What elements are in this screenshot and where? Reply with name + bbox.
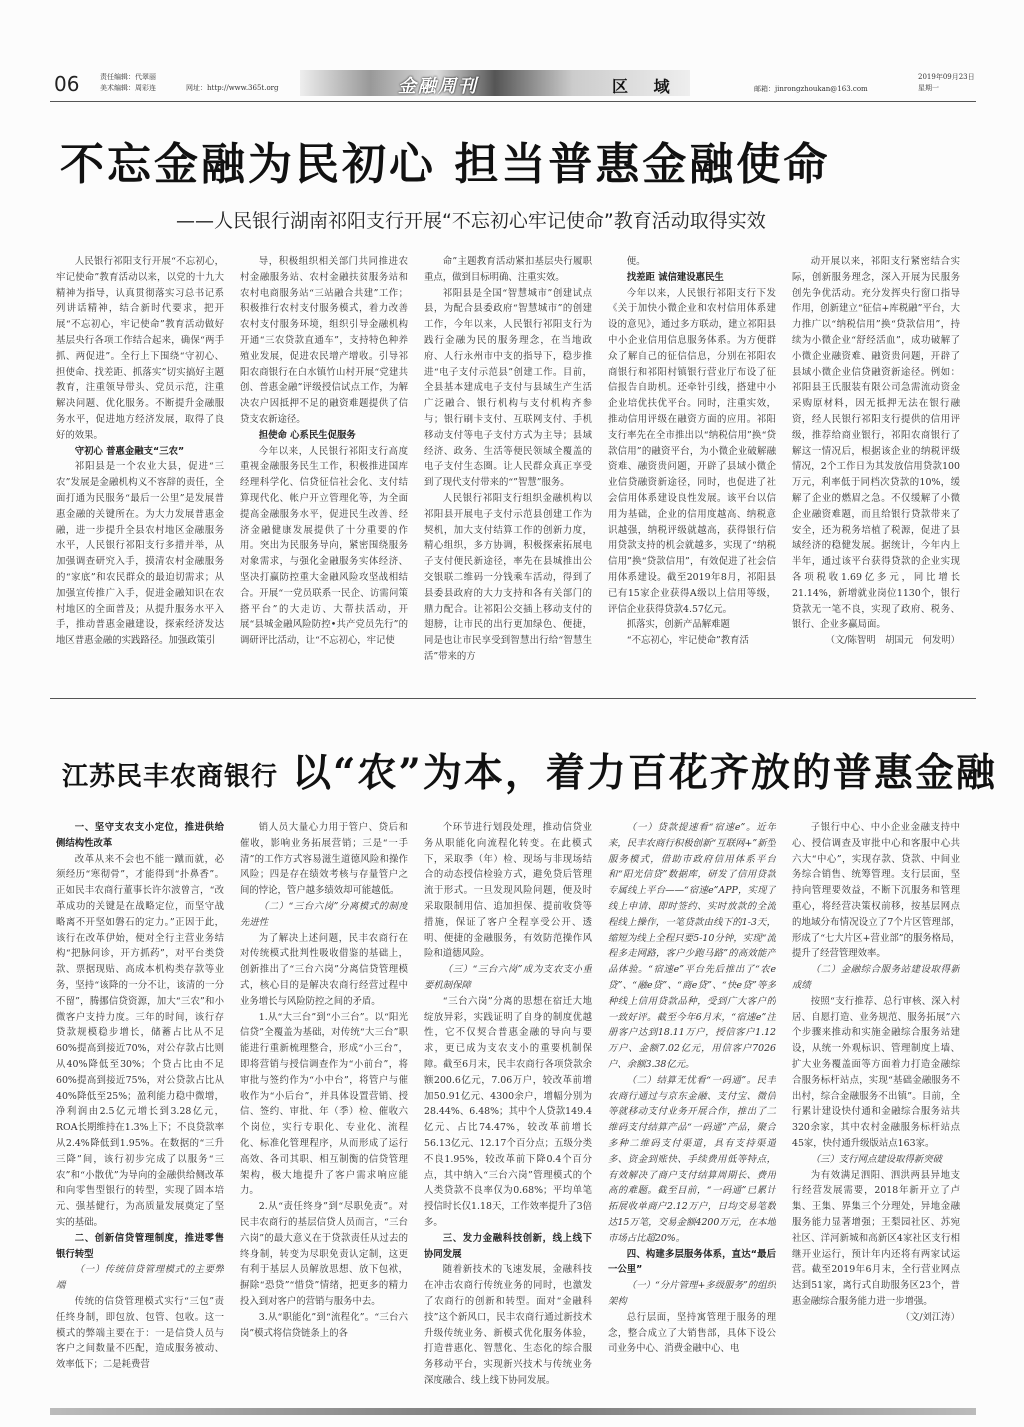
- article2-column: [792, 820, 960, 1390]
- paragraph: 今年以来，人民银行祁阳支行下发《关于加快小微企业和农村信用体系建设的意见》，通过多方联动，建立祁阳县中小企业信用信息服务体系。为方便群众了解自己的征信信息，分别在祁阳农商银行和祁阳村镇银行营业厅布设了征信报告自助机。还牵针引线，搭建中小企业培优扶优平台。同时，注重实效，推动信用评级在融资方面的应用。祁阳支行率先在全市推出以“纳税信用”换“贷款信用”的融资平台，为小微企业破解融资难、融资贵问题，开辟了县域小微企业信贷融资新途径，同时，也促进了社会信用体系建设良性发展。该平台以信用为基础，企业的信用度越高、纳税意识越强，纳税评级就越高，获得银行信用贷款支持的机会就越多，实现了“纳税信用”换“贷款信用”，有效促进了社会信用体系建设。截至2019年8月，祁阳县已有15家企业获得A级以上信用等级，评信企业获得贷款4.57亿元。: [608, 287, 776, 615]
- paragraph: 销人员大量心力用于管户、贷后和催收，影响业务拓展营销；三是“一手清”的工作方式容易滋生道德风险和操作风险；四是存在绩效考核与存量管户之间的悖论，管户越多绩效却可能越低。: [240, 822, 408, 897]
- paragraph: 个环节进行划段处理，推动信贷业务从职能化向流程化转变。在此模式下，采取季（年）检、现场与非现场结合的动态授信检验方式，避免贷后管理流于形式。一旦发现风险问题，便及时采取限制用信、追加担保、提前收贷等措施，保证了客户全程享受公开、透明、便捷的金融服务，有效防范操作风险和道德风险。: [424, 822, 592, 960]
- section-heading: 四、构建多层服务体系，直达“最后一公里”: [608, 1248, 776, 1276]
- section-heading: （三）支行网点建设取得新突破: [810, 1153, 943, 1165]
- paragraph: 人民银行祁阳支行组织金融机构以祁阳县开展电子支付示范县创建工作为契机，加大支付结算工作的创新力度，精心组织，多方协调，积极探索拓展电子支付便民新途径，率先在县城推出公交银联二维码一分钱乘车活动，得到了县委县政府的大力支持和各有关部门的鼎力配合。让祁阳公交插上移动支付的翅膀，让市民的出行更加绿色、便捷，同是也让市民享受到智慧出行给“智慧生活”带来的方: [424, 492, 592, 662]
- bottom-decoration-bar: [50, 1408, 976, 1415]
- editor-name: 责任编辑：代翠丽: [100, 73, 156, 81]
- website-link[interactable]: 网址：http://www.365t.org: [186, 84, 279, 92]
- section-heading: 找差距 诚信建设惠民生: [626, 271, 724, 283]
- publication-name: 金融周刊: [398, 76, 478, 97]
- paragraph: 人民银行祁阳支行开展“不忘初心，牢记使命”教育活动以来，以党的十九大精神为指导，认真贯彻落实习总书记系列讲话精神，结合新时代要求，把开展“不忘初心，牢记使命”教育活动做好基层央行各项工作结合起来，确保“两手抓、两促进”。全行上下围绕“守初心、担使命、找差距、抓落实”切实搞好主题教育，注重领导带头、党员示范，注重解决问题、优化服务。不断提升金融服务水平，促进地方经济发展，取得了良好的效果。: [56, 256, 224, 441]
- section-heading: 守初心 普惠金融支“三农”: [74, 445, 185, 457]
- paragraph: 祁阳县是全国“智慧城市”创建试点县，为配合县委政府“智慧城市”的创建工作，今年以来，人民银行祁阳支行为践行金融为民的服务理念，在当地政府、人行永州市中支的指导下，稳步推进“电子支付示范县”创建工作。目前，全县基本建成电子支付与县域生产生活广泛融合、银行机构与支付机构齐参与；银行刷卡支付、互联网支付、手机移动支付等电子支付方式为主导；县域经济、政务、生活等便民领域全覆盖的电子支付生态圈。让人民群众真正享受到了现代支付带来的“”智慧”服务。: [424, 287, 592, 489]
- paragraph: 为了解决上述问题，民丰农商行在对传统模式批判性吸收借鉴的基础上，创新推出了“三台六岗”分离信贷管理模式，核心目的是解决农商行经营过程中业务增长与风险防控之间的矛盾。: [240, 932, 408, 1007]
- page-number: 06: [54, 72, 80, 96]
- header-rule: [50, 101, 976, 102]
- paragraph: 3.从“职能化”到“流程化”。“三台六岗”模式将信贷链条上的各: [240, 1311, 408, 1339]
- paragraph: 为有效满足泗阳、泗洪两县异地支行经营发展需要，2018年新开立了卢集、王集、界集三个分理处，异地金融服务能力显著增强；王梨园社区、苏宛社区、洋河新城和高新区4家社区支行相继开业运行，预计年内还将有两家试运营。截至2019年6月末，全行营业网点达到51家，离行式自助服务区23个，普惠金融综合服务能力进一步增强。: [792, 1169, 960, 1307]
- paragraph: “不忘初心，牢记使命”教育活: [626, 635, 749, 647]
- section-heading: 担使命 心系民生促服务: [258, 429, 356, 441]
- article2-column: [240, 820, 408, 1390]
- paragraph: 导，积极组织相关部门共同推进农村金融服务站、农村金融扶贫服务站和农村电商服务站“三站融合共建”工作；积极推行农村支付服务模式，着力改善农村支付服务环境，组织引导金融机构开通“三农贷款直通车”，支持特色种养殖业发展，促进农民增产增收。引导祁阳农商银行在白水镇竹山村开展“党建共创、普惠金融”评级授信试点工作，为解决农户因抵押不足的融资难题提供了信贷支农新途径。: [240, 256, 408, 425]
- article2-column: [424, 820, 592, 1390]
- paragraph: 改革从来不会也不能一蹴而就，必须经历“寒彻骨”，才能得到“扑鼻香”。正如民丰农商行董事长许尔波曾言，“改革成功的关键是在战略定位，而坚守战略离不开坚如磐石的定力。”正因于此，该行在改革伊始，便对全行主营业务结构“把脉问诊，开方抓药”，对平台类贷款、票据现贴、高成本机构类存款等业务，坚持“该降的一分不让，该清的一分不留”，腾挪信贷资源，加大“三农”和小微客户支持力度。三年的时间，该行存贷款规模稳步增长，储蓄占比从不足60%提高到接近70%，对公存款占比则从40%降低至30%；个贷占比由不足60%提高到接近75%，对公贷款占比从40%降低至25%；盈利能力稳中微增，净利润由2.5亿元增长到3.28亿元，ROA长期维持在1.3%上下；不良贷款率从2.4%降低到1.95%。在数据的“三升三降”间，该行初步完成了以服务“三农”和“小散优”为导向的金融供给侧改革和向零售型银行的转型，实现了固本培元、强基健行，为高质量发展奠定了坚实的基础。: [56, 853, 224, 1228]
- article-divider: [50, 698, 976, 699]
- paragraph: 动开展以来，祁阳支行紧密结合实际，创新服务理念，深入开展为民服务创先争优活动。充分发挥央行窗口指导作用，创新建立“征信+库税融”平台，大力推广以“纳税信用”换“贷款信用”，持续为小微企业“舒经活血”，成功破解了小微企业融资难、融资贵问题，开辟了县域小微企业信贷融资新途径。例如：祁阳县王氏服装有限公司急需流动资金采购原材料，因无抵押无法在银行融资，经人民银行祁阳支行提供的信用评级，推荐给商业银行，祁阳农商银行了解这一情况后，根据该企业的纳税评级情况，2个工作日为其发放信用贷款100万元，利率低于同档次贷款的10%，缓解了企业的燃眉之急。不仅缓解了小微企业融资难题，而且给银行贷款带来了安全，还为税务培植了税源，促进了县域经济的稳健发展。据统计，今年内上半年，通过该平台获得贷款的企业实现各项税收1.69亿多元，同比增长21.14%，新增就业岗位1130个，银行贷款无一笔不良，实现了政府、税务、银行、企业多赢局面。: [792, 256, 960, 631]
- email-link[interactable]: 邮箱：jinrongzhoukan@163.com: [754, 85, 868, 93]
- section-name: 区 域: [612, 77, 680, 96]
- section-heading: （一）传统信贷管理模式的主要弊端: [56, 1264, 224, 1292]
- article1-column: [792, 254, 960, 688]
- editor-credits: [100, 72, 156, 94]
- byline: （文/刘江涛）: [900, 1311, 960, 1323]
- article1-column: [608, 254, 776, 688]
- paragraph: 子银行中心、中小企业金融支持中心、授信调查及审批中心和客服中心共六大“中心”，实现存款、贷款、中间业务综合销售、统筹管理。支行层面，坚持向管理要效益，不断下沉服务和管理重心，将经营决策权前移，按基层网点的地域分布情况设立了7个片区管理部，形成了“七大片区+营业部”的服务格局，提升了经营管理效率。: [792, 822, 960, 960]
- section-heading: 三、发力金融科技创新，线上线下协同发展: [424, 1232, 592, 1260]
- article1-body: [56, 254, 960, 688]
- issue-date: 2019年09月23日: [918, 73, 975, 81]
- issue-weekday: 星期一: [918, 84, 939, 92]
- section-heading: （二）“三台六岗”分离模式的制度先进性: [240, 900, 408, 928]
- article2-body: [56, 820, 960, 1390]
- article1-subheadline: ——人民银行湖南祁阳支行开展“不忘初心牢记使命”教育活动取得实效: [176, 210, 766, 232]
- paragraph: 传统的信贷管理模式实行“三包”责任终身制，即包放、包管、包收。这一模式的弊端主要在于：一是信贷人员与客户之间数量不匹配，造成服务被动、效率低下；二是耗费营: [56, 1295, 224, 1371]
- section-heading: （一）“分片管理+多级服务”的组织架构: [608, 1280, 776, 1307]
- section-heading: （一）贷款提速看“宿速e”。近年来，民丰农商行积极创新“互联网+”新型服务模式，借助市政府信用体系平台和“阳光信贷”数据库，研发了信用贷款专属线上平台——“宿速e”APP，实现了线上申请、即时签约、实时放款的全流程线上操作，一笔贷款由线下的1-3天，缩短为线上全程只要5-10分钟，实现“流程多走网路，客户少跑马路”的高效能产品体验。“宿速e”平台先后推出了“农e贷”、“融e贷”、“商e贷”、“快e贷”等多种线上信用贷款品种，受到广大客户的一致好评。截至今年6月末，“宿速e”注册客户达到18.11万户，授信客户1.12万户、金额7.02亿元，用信客户7026户、余额3.38亿元。: [608, 822, 776, 1070]
- paragraph: 随着新技术的飞速发展，金融科技在冲击农商行传统业务的同时，也激发了农商行的创新和转型。面对“金融科技”这个新风口，民丰农商行通过新技术升级传统业务、新模式优化服务体验，打造普惠化、智慧化、生态化的综合服务移动平台，实现新兴技术与传统业务深度融合、线上线下协同发展。: [424, 1264, 592, 1386]
- paragraph: 按照“支行推荐、总行审核、深入村居、自愿打造、业务规范、服务拓展”六个步骤来推动和实施金融综合服务站建设，从统一外观标识、管理制度上墙、扩大业务覆盖面等方面着力打造金融综合服务标杆站点，实现“基础金融服务不出村，综合金融服务不出镇”。目前，全行累计建设快付通和金融综合服务站共320余家，其中农村金融服务标杆站点45家，快付通升级版站点163家。: [792, 995, 960, 1149]
- section-heading: 一、坚守支农支小定位，推进供给侧结构性改革: [56, 822, 224, 849]
- issue-date-block: [918, 72, 975, 94]
- article1-column: [240, 254, 408, 688]
- section-heading: （三）“三台六岗”成为支农支小重要机制保障: [424, 964, 592, 991]
- article2-column: [608, 820, 776, 1390]
- page-header: [50, 70, 976, 100]
- paragraph: 祁阳县是一个农业大县，促进“三农”发展是金融机构义不容辞的责任，全面打通为民服务“最后一公里”是发展普惠金融的关键所在。为大力发展普惠金融，进一步提升全县农村地区金融服务水平，人民银行祁阳支行多措并举，从加强调查研究入手，摸清农村金融服务的“家底”和农民群众的最迫切需求；从加强宣传推广入手，促进金融知识在农村地区的全面普及；从提升服务水平入手，推动普惠金融建设，探索经济发达地区普惠金融的实践路径。加强政策引: [56, 461, 224, 647]
- section-banner: [300, 70, 690, 96]
- article1-column: [424, 254, 592, 688]
- article1-headline: 不忘金融为民初心 担当普惠金融使命: [60, 139, 831, 190]
- paragraph: 便。: [626, 256, 646, 267]
- article2-bank-name: 江苏民丰农商银行: [62, 762, 279, 792]
- article1-column: [56, 254, 224, 688]
- art-editor-name: 美术编辑：周彩连: [100, 84, 156, 92]
- section-heading: （二）结算无忧看“一码通”。民丰农商行通过与京东金融、支付宝、微信等就移动支付业务开展合作，推出了二维码支付结算产品“一码通”产品，聚合多种二维码支付渠道，具有支持渠道多、资金到账快、手续费用低等特点，有效解决了商户支付结算周期长、费用高的难题。截至目前，“一码通”已累计拓展收单商户2.12万户，日均交易笔数达15万笔，交易金额4200万元，在本地市场占比超20%。: [608, 1074, 776, 1244]
- paragraph: “三台六岗”分离的思想在宿迁大地绽放异彩，实践证明了自身的制度优越性，它不仅契合普惠金融的导向与要求，更已成为支农支小的重要机制保障。截至6月末，民丰农商行各项贷款余额200.6亿元，7.06万户，较改革前增加50.91亿元、4300余户，增幅分别为28.44%、6.48%；其中个人贷款149.4亿元、占比74.47%，较改革前增长56.13亿元、12.17个百分点；五级分类不良1.95%，较改革前下降0.4个百分点，其中纳入“三台六岗”管理模式的个人类贷款不良率仅为0.68%；平均单笔授信时长仅1.18天，工作效率提升了3倍多。: [424, 995, 592, 1228]
- paragraph: 2.从“责任终身”到“尽职免责”。对民丰农商行的基层信贷人员而言，“三台六岗”的最大意义在于贷款责任从过去的终身制，转变为尽职免责认定制，这更有利于基层人员解放思想、放下包袱，摒除“恐贷”“惜贷”情绪，把更多的精力投入到对客户的营销与服务中去。: [240, 1201, 408, 1307]
- section-heading: （二）金融综合服务站建设取得新成绩: [792, 964, 960, 991]
- paragraph: 今年以来，人民银行祁阳支行高度重视金融服务民生工作，积极推进国库经理科学化、信贷征信社会化、支付结算现代化、帐户开立管理化等，为全面提高金融服务水平，促进民生改善、经济金融健康发展提供了十分重要的作用。突出为民服务导向，紧密围绕服务对象需求，与强化金融服务实体经济、坚决打赢防控重大金融风险攻坚战相结合。开展“一党员联系一民企、访需问策搭平台”的大走访、大帮扶活动，开展“县城金融风险防控•共产党员先行”的调研评比活动，让“不忘初心，牢记使: [240, 445, 408, 647]
- byline: （文/陈智明 胡国元 何发明）: [825, 635, 960, 647]
- section-heading: 二、创新信贷管理制度，推进零售银行转型: [56, 1232, 224, 1260]
- article2-column: [56, 820, 224, 1390]
- paragraph: 命”主题教育活动紧扣基层央行履职重点，做到目标明确、注重实效。: [424, 256, 592, 283]
- article2-headline: 以“农”为本，着力百花齐放的普惠金融: [292, 750, 997, 796]
- paragraph: 总行层面，坚持寓管理于服务的理念，整合成立了大销售部，具体下设公司业务中心、消费金融中心、电: [608, 1311, 776, 1355]
- paragraph: 抓落实，创新产品解难题: [626, 619, 730, 631]
- paragraph: 1.从“大三台”到“小三台”。以“阳光信贷”全覆盖为基础，对传统“大三台”职能进行重新梳理整合，形成“小三台”，即将营销与授信调查作为“小前台”，将审批与签约作为“小中台”，将管户与催收作为“小后台”，并具体设置营销、授信、签约、审批、年（季）检、催收六个岗位，实行专职化、专业化、流程化、标准化管理程序，从而形成了运行高效、各司其职、相互制衡的信贷管理架构，极大地提升了客户需求响应能力。: [240, 1011, 408, 1197]
